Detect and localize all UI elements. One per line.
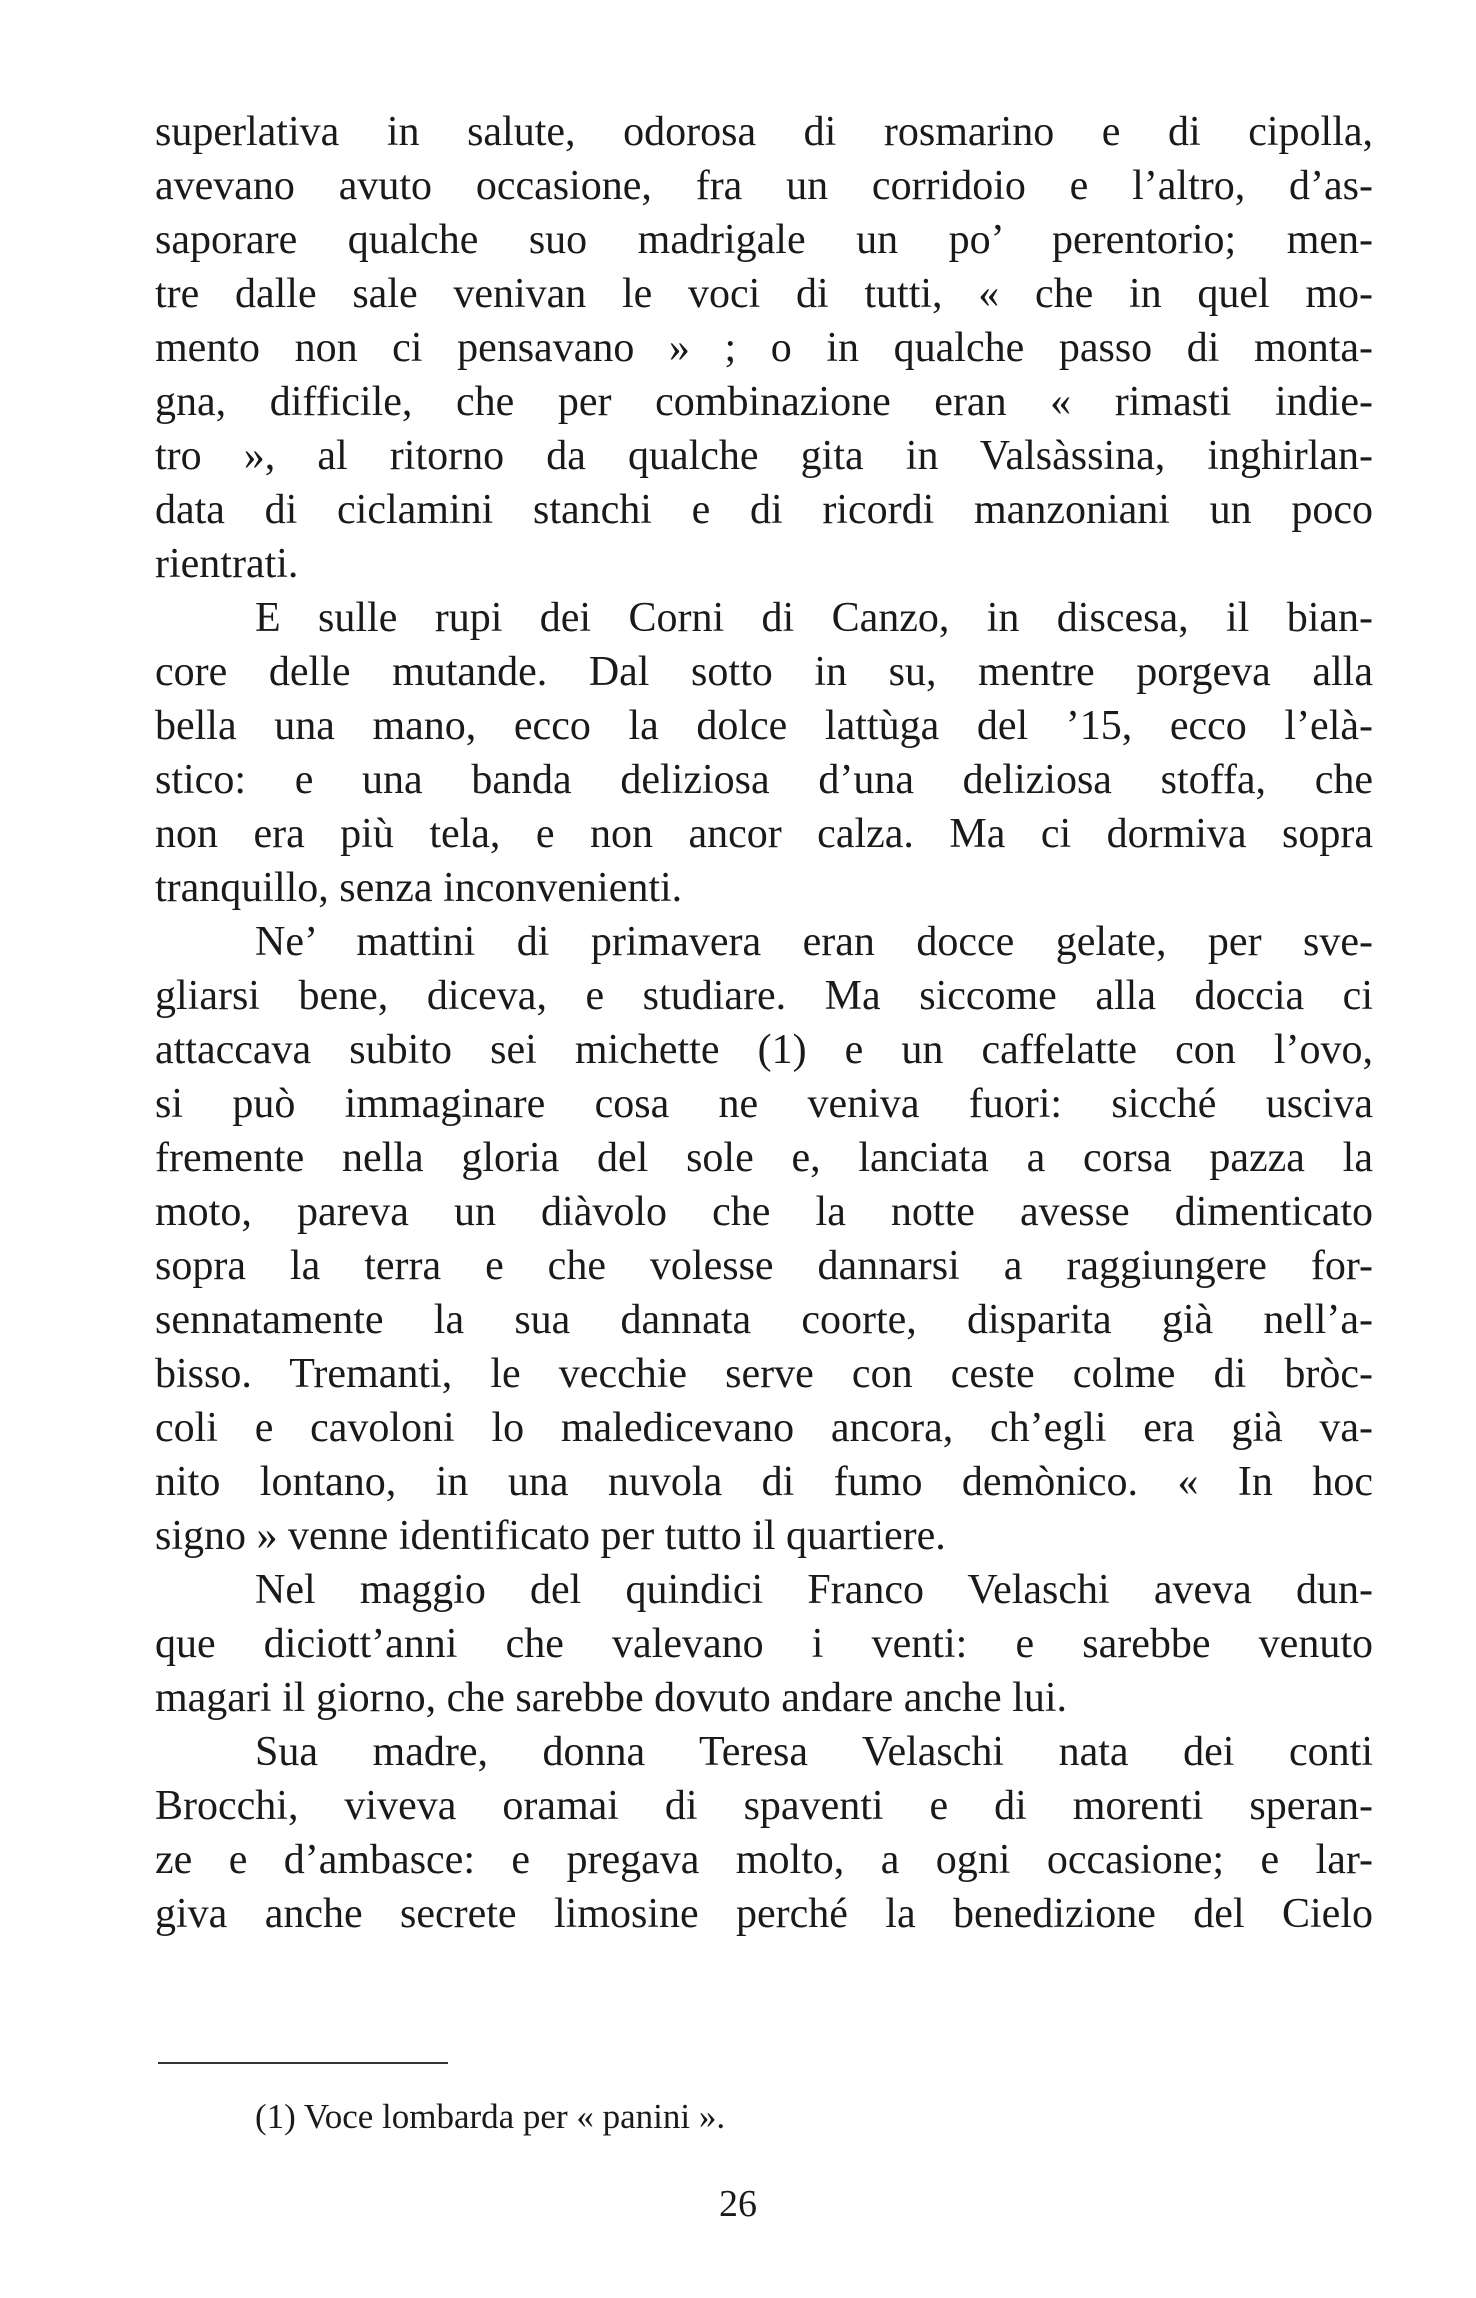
paragraph-first-line: Ne’ mattini di primavera eran docce gelate, per sve- [255, 919, 1373, 965]
text-line: si può immaginare cosa ne veniva fuori: sicché usciva [155, 1081, 1373, 1127]
text-line: nito lontano, in una nuvola di fumo demònico. « In hoc [155, 1459, 1373, 1505]
text-line: giva anche secrete limosine perché la benedizione del Cielo [155, 1891, 1373, 1937]
text-line: sennatamente la sua dannata coorte, disparita già nell’a- [155, 1297, 1373, 1343]
paragraph-first-line: Sua madre, donna Teresa Velaschi nata dei conti [255, 1729, 1373, 1775]
text-line: tro », al ritorno da qualche gita in Valsàssina, inghirlan- [155, 433, 1373, 479]
text-line: saporare qualche suo madrigale un po’ perentorio; men- [155, 217, 1373, 263]
text-line: gna, difficile, che per combinazione eran « rimasti indie- [155, 379, 1373, 425]
text-line: bisso. Tremanti, le vecchie serve con ceste colme di bròc- [155, 1351, 1373, 1397]
text-line: mento non ci pensavano » ; o in qualche passo di monta- [155, 325, 1373, 371]
footnote: (1) Voce lombarda per « panini ». [255, 2097, 726, 2136]
text-line: ze e d’ambasce: e pregava molto, a ogni occasione; e lar- [155, 1837, 1373, 1883]
text-line: bella una mano, ecco la dolce lattùga del ’15, ecco l’elà- [155, 703, 1373, 749]
text-line: rientrati. [155, 541, 299, 587]
text-line: magari il giorno, che sarebbe dovuto andare anche lui. [155, 1675, 1067, 1721]
text-line: non era più tela, e non ancor calza. Ma ci dormiva sopra [155, 811, 1373, 857]
text-line: data di ciclamini stanchi e di ricordi manzoniani un poco [155, 487, 1373, 533]
page-number: 26 [719, 2183, 757, 2225]
text-line: moto, pareva un diàvolo che la notte avesse dimenticato [155, 1189, 1373, 1235]
text-line: stico: e una banda deliziosa d’una deliziosa stoffa, che [155, 757, 1373, 803]
text-line: superlativa in salute, odorosa di rosmarino e di cipolla, [155, 109, 1373, 155]
text-line: que diciott’anni che valevano i venti: e sarebbe venuto [155, 1621, 1373, 1667]
text-line: Brocchi, viveva oramai di spaventi e di morenti speran- [155, 1783, 1373, 1829]
text-line: avevano avuto occasione, fra un corridoio e l’altro, d’as- [155, 163, 1373, 209]
footnote-rule [158, 2062, 448, 2064]
text-line: coli e cavoloni lo maledicevano ancora, ch’egli era già va- [155, 1405, 1373, 1451]
text-line: signo » venne identificato per tutto il quartiere. [155, 1513, 946, 1559]
paragraph-first-line: Nel maggio del quindici Franco Velaschi aveva dun- [255, 1567, 1373, 1613]
text-line: sopra la terra e che volesse dannarsi a raggiungere for- [155, 1243, 1373, 1289]
text-line: attaccava subito sei michette (1) e un caffelatte con l’ovo, [155, 1027, 1373, 1073]
text-line: fremente nella gloria del sole e, lanciata a corsa pazza la [155, 1135, 1373, 1181]
text-line: tre dalle sale venivan le voci di tutti, « che in quel mo- [155, 271, 1373, 317]
paragraph-first-line: E sulle rupi dei Corni di Canzo, in discesa, il bian- [255, 595, 1373, 641]
text-line: gliarsi bene, diceva, e studiare. Ma siccome alla doccia ci [155, 973, 1373, 1019]
text-line: core delle mutande. Dal sotto in su, mentre porgeva alla [155, 649, 1373, 695]
text-line: tranquillo, senza inconvenienti. [155, 865, 683, 911]
